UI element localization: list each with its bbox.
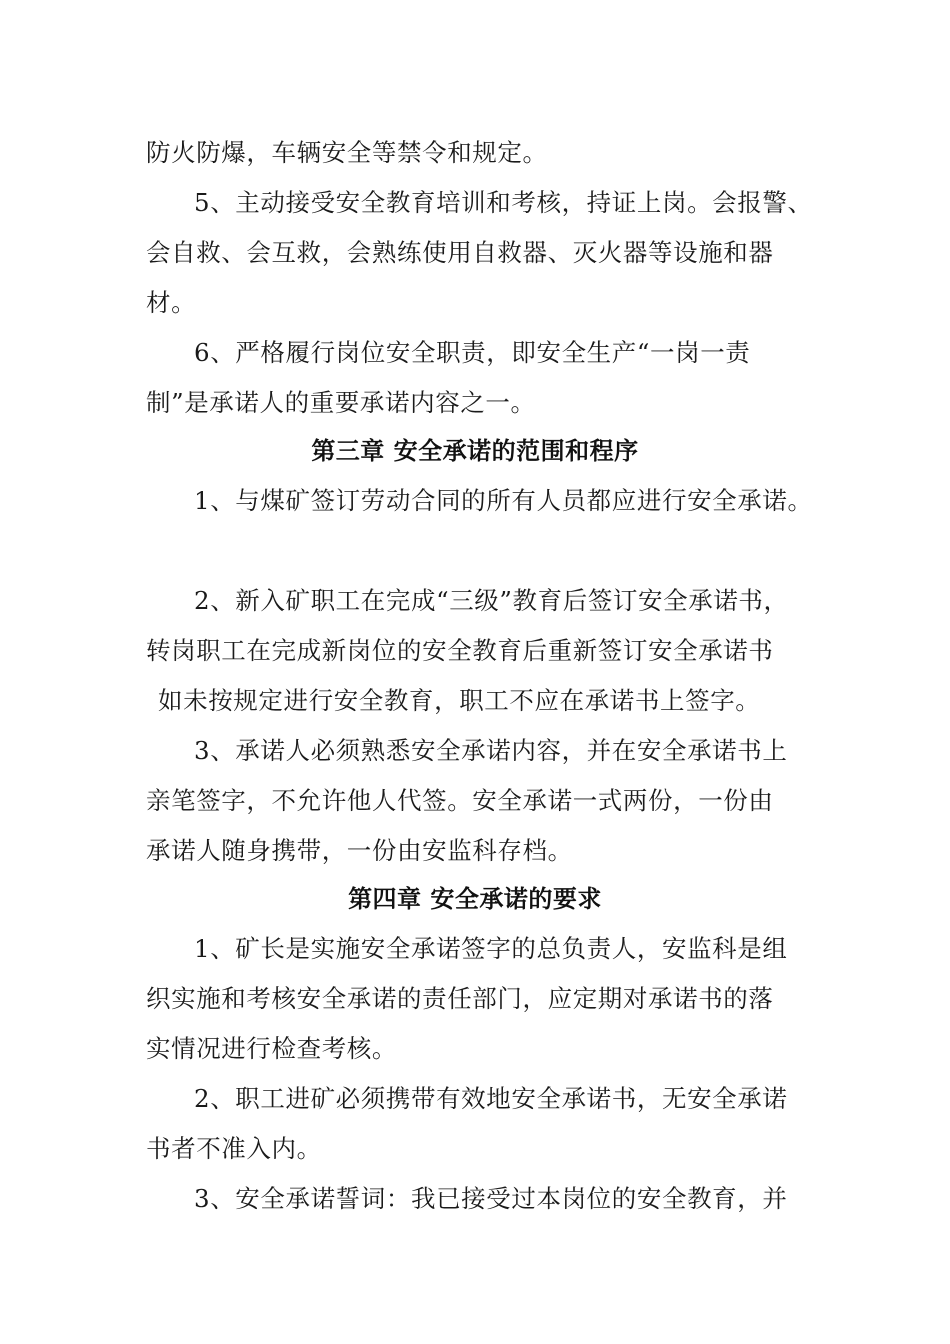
- body-line: 转岗职工在完成新岗位的安全教育后重新签订安全承诺书: [146, 636, 774, 665]
- body-line: 书者不准入内。: [146, 1134, 322, 1163]
- chapter-heading: 第四章 安全承诺的要求: [348, 885, 602, 913]
- body-line: 5、主动接受安全教育培训和考核，持证上岗。会报警、: [194, 188, 813, 217]
- body-line: 织实施和考核安全承诺的责任部门，应定期对承诺书的落: [146, 984, 774, 1013]
- body-line: 3、安全承诺誓词：我已接受过本岗位的安全教育，并: [194, 1184, 788, 1213]
- chapter-heading: 第三章 安全承诺的范围和程序: [311, 437, 639, 465]
- body-line: 材。: [146, 288, 197, 317]
- body-line: 实情况进行检查考核。: [146, 1034, 397, 1063]
- body-line: 承诺人随身携带，一份由安监科存档。: [146, 836, 573, 865]
- body-line: 6、严格履行岗位安全职责，即安全生产“一岗一责: [194, 338, 751, 367]
- body-line: 亲笔签字，不允许他人代签。安全承诺一式两份，一份由: [146, 786, 774, 815]
- body-line: 防火防爆，车辆安全等禁令和规定。: [146, 138, 548, 167]
- body-line: 制”是承诺人的重要承诺内容之一。: [146, 388, 536, 417]
- body-line: 2、新入矿职工在完成“三级”教育后签订安全承诺书，: [194, 586, 789, 615]
- body-line: 会自救、会互救，会熟练使用自救器、灭火器等设施和器: [146, 238, 774, 267]
- body-line: 1、与煤矿签订劳动合同的所有人员都应进行安全承诺。: [194, 486, 813, 515]
- body-line: 3、承诺人必须熟悉安全承诺内容，并在安全承诺书上: [194, 736, 788, 765]
- body-line: 2、职工进矿必须携带有效地安全承诺书，无安全承诺: [194, 1084, 788, 1113]
- body-line: 1、矿长是实施安全承诺签字的总负责人，安监科是组: [194, 934, 788, 963]
- body-line: 如未按规定进行安全教育，职工不应在承诺书上签字。: [158, 686, 761, 715]
